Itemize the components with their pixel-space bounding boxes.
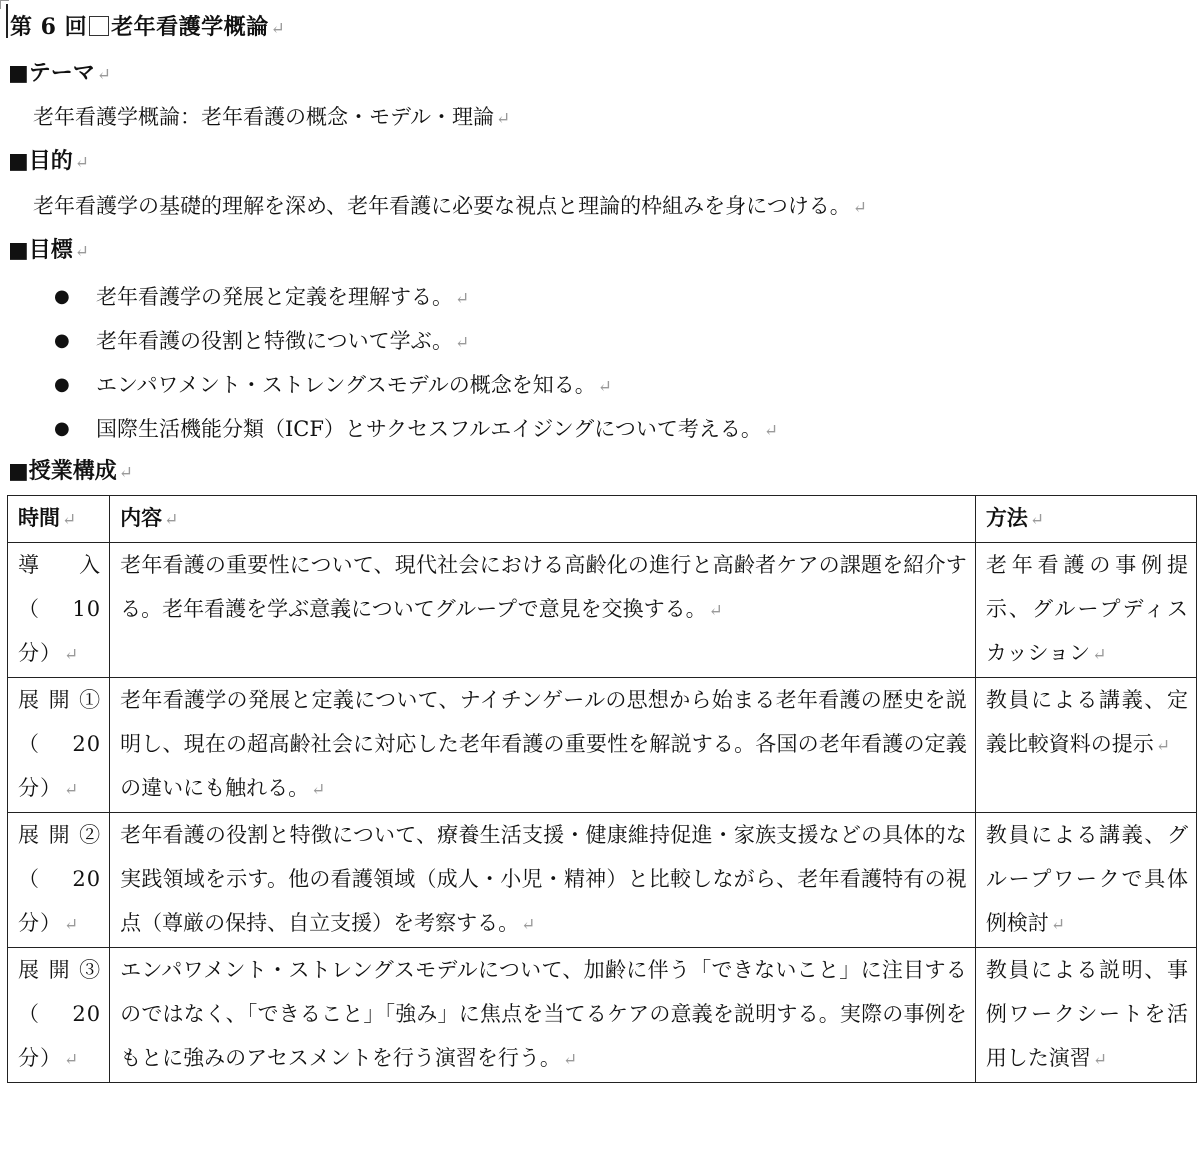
content-cell[interactable]: 老年看護の重要性について、現代社会における高齢化の進行と高齢者ケアの課題を紹介する。老年看護を学ぶ意義についてグループで意見を交換する。 ↵	[110, 543, 976, 678]
paragraph-mark-icon: ↵	[852, 198, 867, 218]
bullet-icon: ●	[54, 330, 70, 351]
paragraph-mark-icon: ↵	[597, 377, 612, 397]
paragraph-mark-icon: ↵	[562, 1050, 578, 1070]
paragraph-mark-icon: ↵	[1050, 915, 1066, 935]
time-cell[interactable]: 展開③（ 20分） ↵	[8, 948, 110, 1083]
theme-heading[interactable]: ■テーマ ↵	[8, 60, 112, 86]
column-header-method[interactable]: 方法 ↵	[975, 496, 1196, 543]
time-cell[interactable]: 導 入（ 10分） ↵	[8, 543, 110, 678]
text-cursor	[6, 4, 8, 38]
table-row	[8, 948, 1197, 1083]
goals-heading[interactable]: ■目標 ↵	[8, 237, 90, 263]
time-cell[interactable]: 展開①（ 20分） ↵	[8, 678, 110, 813]
paragraph-mark-icon: ↵	[455, 333, 470, 353]
bullet-icon: ●	[54, 286, 70, 307]
list-item[interactable]: ● 老年看護の役割と特徴について学ぶ。 ↵	[0, 319, 778, 363]
paragraph-mark-icon: ↵	[455, 289, 470, 309]
title-prefix: 第 6 回	[10, 14, 88, 40]
paragraph-mark-icon: ↵	[118, 463, 134, 483]
time-cell[interactable]: 展開②（ 20分） ↵	[8, 813, 110, 948]
method-cell[interactable]: 教員による講義、定義比較資料の提示 ↵	[975, 678, 1196, 813]
theme-text[interactable]: 老年看護学概論：老年看護の概念・モデル・理論 ↵	[33, 105, 511, 129]
space-mark-icon	[89, 16, 109, 36]
lesson-structure-table	[7, 495, 1197, 1083]
paragraph-mark-icon: ↵	[62, 510, 77, 530]
paragraph-mark-icon: ↵	[708, 601, 723, 621]
content-cell[interactable]: 老年看護の役割と特徴について、療養生活支援・健康維持促進・家族支援などの具体的な実践領域を示す。他の看護領域（成人・小児・精神）と比較しながら、老年看護特有の視点（尊厳の保持、自立支援）を考察する。 ↵	[110, 813, 976, 948]
list-item[interactable]: ● 老年看護学の発展と定義を理解する。 ↵	[0, 275, 778, 319]
purpose-text[interactable]: 老年看護学の基礎的理解を深め、老年看護に必要な視点と理論的枠組みを身につける。 ↵	[33, 194, 867, 218]
document-title[interactable]	[10, 10, 285, 41]
paragraph-mark-icon: ↵	[64, 1050, 80, 1070]
paragraph-mark-icon: ↵	[64, 915, 80, 935]
table-header-row	[8, 496, 1197, 543]
list-item[interactable]: ● 国際生活機能分類（ICF）とサクセスフルエイジングについて考える。 ↵	[0, 407, 778, 451]
paragraph-mark-icon: ↵	[1092, 1050, 1108, 1070]
paragraph-mark-icon: ↵	[164, 510, 179, 530]
method-cell[interactable]: 教員による講義、グループワークで具体例検討 ↵	[975, 813, 1196, 948]
paragraph-mark-icon: ↵	[64, 645, 80, 665]
table-row	[8, 813, 1197, 948]
paragraph-mark-icon: ↵	[495, 109, 511, 129]
table-row	[8, 678, 1197, 813]
bullet-icon: ●	[54, 418, 70, 439]
structure-heading[interactable]: ■授業構成 ↵	[8, 458, 134, 484]
paragraph-mark-icon: ↵	[763, 421, 779, 441]
paragraph-mark-icon: ↵	[311, 780, 326, 800]
paragraph-mark-icon: ↵	[74, 242, 90, 262]
paragraph-mark-icon: ↵	[1092, 645, 1107, 665]
column-header-time[interactable]: 時間 ↵	[8, 496, 110, 543]
table-row	[8, 543, 1197, 678]
content-cell[interactable]: 老年看護学の発展と定義について、ナイチンゲールの思想から始まる老年看護の歴史を説明し、現在の超高齢社会に対応した老年看護の重要性を解説する。各国の老年看護の定義の違いにも触れる。 ↵	[110, 678, 976, 813]
method-cell[interactable]: 老年看護の事例提示、グループディスカッション ↵	[975, 543, 1196, 678]
goals-list	[0, 275, 778, 451]
paragraph-mark-icon: ↵	[521, 915, 536, 935]
paragraph-mark-icon: ↵	[1029, 510, 1045, 530]
title-name: 老年看護学概論	[111, 14, 269, 40]
list-item[interactable]: ● エンパワメント・ストレングスモデルの概念を知る。 ↵	[0, 363, 778, 407]
paragraph-mark-icon: ↵	[1155, 736, 1171, 756]
purpose-heading[interactable]: ■目的 ↵	[8, 148, 90, 174]
column-header-content[interactable]: 内容 ↵	[110, 496, 976, 543]
paragraph-mark-icon: ↵	[64, 780, 80, 800]
content-cell[interactable]: エンパワメント・ストレングスモデルについて、加齢に伴う「できないこと」に注目するのではなく、「できること」「強み」に焦点を当てるケアの意義を説明する。実際の事例をもとに強みのアセスメントを行う演習を行う。 ↵	[110, 948, 976, 1083]
paragraph-mark-icon: ↵	[96, 65, 112, 85]
paragraph-mark-icon: ↵	[74, 153, 90, 173]
paragraph-mark-icon: ↵	[270, 19, 286, 39]
method-cell[interactable]: 教員による説明、事例ワークシートを活用した演習 ↵	[975, 948, 1196, 1083]
bullet-icon: ●	[54, 374, 70, 395]
